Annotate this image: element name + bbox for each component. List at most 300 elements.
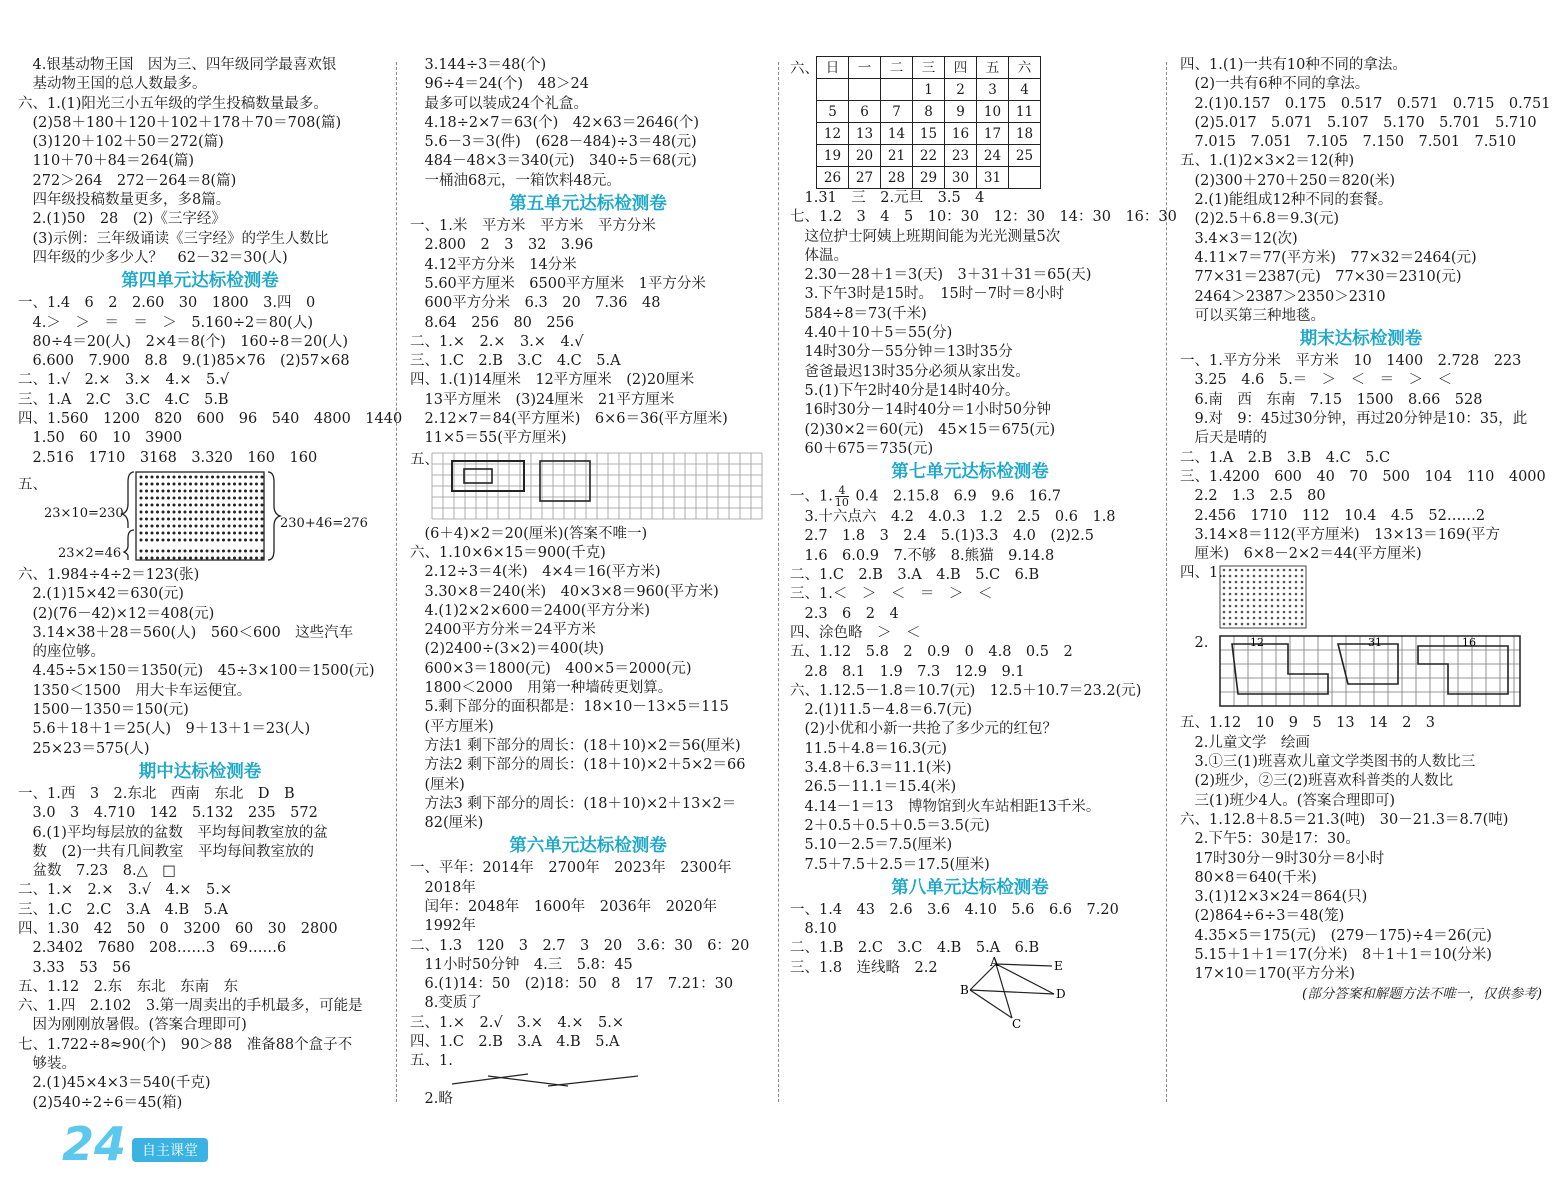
dot	[211, 496, 214, 499]
dot	[140, 556, 143, 559]
fraction-numerator: 4	[835, 485, 849, 497]
figure-label: 五、	[410, 451, 439, 468]
section-heading-unit7: 第七单元达标检测卷	[891, 462, 1049, 483]
dot	[206, 538, 209, 541]
answer-line: 2.456 1710 112 10.4 4.5 52……2	[1180, 507, 1486, 524]
answer-line: 七、1.2 3 4 5 10：30 12：30 14：30 16：30	[790, 209, 1177, 226]
dot	[244, 510, 247, 513]
answer-column-1	[18, 56, 403, 1111]
col4-lines-a	[1180, 56, 1551, 326]
dot	[173, 510, 176, 513]
dot	[233, 482, 236, 485]
dot	[1235, 575, 1238, 578]
dot	[1253, 581, 1256, 584]
answer-line: 二、1.√ 2.× 3.× 4.× 5.√	[18, 372, 230, 389]
dot	[244, 538, 247, 541]
dot	[1259, 599, 1262, 602]
dot	[1241, 575, 1244, 578]
dot	[173, 549, 176, 552]
dot	[145, 475, 148, 478]
dot	[145, 503, 148, 506]
dot	[1295, 593, 1298, 596]
dot	[1301, 581, 1304, 584]
answer-line: 四年级投稿数量更多，多8篇。	[18, 192, 231, 209]
dot	[1247, 581, 1250, 584]
dot	[156, 531, 159, 534]
dot	[1229, 623, 1232, 626]
answer-column-4	[1180, 56, 1551, 1102]
dot	[1247, 599, 1250, 602]
dot	[1253, 593, 1256, 596]
dot	[1223, 581, 1226, 584]
dot	[228, 517, 231, 520]
answer-line: (3)120＋102＋50＝272(篇)	[18, 134, 224, 151]
dot	[1277, 617, 1280, 620]
dot	[1295, 569, 1298, 572]
figure-left-top: 23×10=230	[44, 505, 124, 521]
answer-line: 够装。	[18, 1056, 76, 1073]
dot	[255, 531, 258, 534]
dot	[1235, 569, 1238, 572]
dot	[195, 503, 198, 506]
dot	[1253, 569, 1256, 572]
answer-line: 一、1.4 43 2.6 3.6 4.10 5.6 6.6 7.20	[790, 901, 1119, 918]
answer-line: 一、1.平方分米 平方米 10 1400 2.728 223	[1180, 353, 1522, 370]
dot	[244, 531, 247, 534]
answer-line: 一、1.米 平方米 平方米 平方分米	[410, 218, 656, 235]
dot	[200, 503, 203, 506]
dot	[1295, 605, 1298, 608]
dot	[167, 524, 170, 527]
dot	[255, 517, 258, 520]
col3-lines-a	[790, 189, 1177, 459]
dot	[200, 482, 203, 485]
dot	[167, 475, 170, 478]
answer-line: 3.下午3时是15时。 15时－7时＝8小时	[790, 286, 1065, 303]
calendar-day	[849, 79, 881, 101]
answer-line: 的座位够。	[18, 644, 105, 661]
dot	[173, 517, 176, 520]
dot	[195, 549, 198, 552]
dot	[222, 556, 225, 559]
dot	[239, 517, 242, 520]
calendar-day: 25	[1009, 145, 1041, 167]
answer-line: 2400平方分米＝24平方米	[410, 622, 596, 639]
answer-line: (2)300＋270＋250＝820(米)	[1180, 172, 1396, 189]
dot	[250, 503, 253, 506]
dot	[244, 489, 247, 492]
answer-line: 3.4×3＝12(次)	[1180, 230, 1298, 247]
answer-line: 600×3＝1800(元) 400×5＝2000(元)	[410, 660, 692, 677]
answer-line: 可以买第三种地毯。	[1180, 307, 1325, 324]
dot	[1265, 569, 1268, 572]
dot	[151, 531, 154, 534]
dot	[178, 524, 181, 527]
answer-line: 三、1.× 2.√ 3.× 4.× 5.×	[410, 1014, 625, 1031]
dot	[1259, 617, 1262, 620]
dot	[261, 517, 264, 520]
dot	[239, 556, 242, 559]
dot	[1265, 587, 1268, 590]
answer-line: 五、1.12 10 9 5 13 14 2 3	[1180, 715, 1436, 732]
dot	[211, 482, 214, 485]
dot	[178, 517, 181, 520]
dot	[211, 549, 214, 552]
answer-line: 3.14×38＋28＝560(人) 560＜600 这些汽车	[18, 624, 354, 641]
answer-line: 方法3 剩下部分的周长：(18＋10)×2＋13×2＝	[410, 795, 737, 812]
answer-line: 4.18÷2×7＝63(个) 42×63＝2646(个)	[410, 114, 700, 131]
dot	[1295, 581, 1298, 584]
answer-line: 4.45÷5×150＝1350(元) 45÷3×100＝1500(元)	[18, 663, 375, 680]
dot	[200, 510, 203, 513]
figure-label: 五、	[18, 476, 47, 493]
dot	[233, 489, 236, 492]
dot	[255, 549, 258, 552]
dot	[211, 475, 214, 478]
dot	[1229, 569, 1232, 572]
answer-line: 82(厘米)	[410, 815, 484, 832]
dot	[1223, 617, 1226, 620]
dot	[255, 524, 258, 527]
dot	[173, 496, 176, 499]
dot	[162, 475, 165, 478]
dot	[1289, 581, 1292, 584]
dot	[1235, 593, 1238, 596]
calendar-day: 28	[881, 167, 913, 189]
answer-line: 因为刚刚放暑假。(答案合理即可)	[18, 1017, 247, 1034]
answer-line: 8.64 256 80 256	[410, 314, 575, 331]
calendar-day: 20	[849, 145, 881, 167]
dot	[233, 503, 236, 506]
answer-line: 5.(1)下午2时40分是14时40分。	[790, 382, 1020, 399]
answer-line: 五、1.12 5.8 2 0.9 0 4.8 0.5 2	[790, 644, 1073, 661]
figure-label: 四、1.	[1180, 565, 1223, 582]
dot	[1253, 587, 1256, 590]
dot	[233, 549, 236, 552]
dot	[228, 510, 231, 513]
dot	[1301, 617, 1304, 620]
col2-lines-d	[410, 859, 766, 1071]
answer-line: 8.变质了	[410, 995, 482, 1012]
dot	[1289, 569, 1292, 572]
answer-line: 一、1.西 3 2.东北 西南 东北 D B	[18, 785, 295, 802]
answer-line: 3.0 3 4.710 142 5.132 235 572	[18, 805, 318, 822]
dot	[211, 517, 214, 520]
answer-line: (厘米)	[410, 776, 465, 793]
dot	[189, 538, 192, 541]
answer-line: 四年级的少多少人？ 62－32＝30(人)	[18, 249, 288, 266]
dot	[1289, 575, 1292, 578]
col2-lines-c	[410, 525, 766, 834]
dot	[1247, 575, 1250, 578]
dot	[140, 538, 143, 541]
dot	[1241, 569, 1244, 572]
dot	[228, 538, 231, 541]
dot	[1229, 617, 1232, 620]
answer-line: 3.①三(1)班喜欢儿童文学类图书的人数比三	[1180, 754, 1476, 771]
dot	[156, 549, 159, 552]
dot	[211, 524, 214, 527]
section-heading-unit4: 第四单元达标检测卷	[121, 271, 279, 292]
dot	[244, 524, 247, 527]
answer-line: (2)5.017 5.071 5.107 5.170 5.701 5.710	[1180, 114, 1537, 131]
calendar-day: 27	[849, 167, 881, 189]
answer-line: 16时30分－14时40分＝1小时50分钟	[790, 402, 1051, 419]
dot	[233, 517, 236, 520]
dot	[1283, 623, 1286, 626]
dot	[151, 517, 154, 520]
right-brace	[266, 468, 286, 564]
fraction-denominator: 10	[834, 496, 849, 510]
dot	[222, 549, 225, 552]
dot	[1277, 587, 1280, 590]
col1-lines-c	[18, 566, 382, 759]
dot	[145, 538, 148, 541]
dot	[1277, 623, 1280, 626]
dot	[1235, 611, 1238, 614]
dot	[1229, 605, 1232, 608]
answer-line: 2.7 1.8 3 2.4 5.(1)3.3 4.0 (2)2.5	[790, 528, 1094, 545]
calendar-weekday: 一	[849, 57, 881, 79]
dot	[1247, 611, 1250, 614]
calendar-day: 6	[849, 101, 881, 123]
dot	[261, 549, 264, 552]
dot	[211, 538, 214, 541]
dot	[255, 510, 258, 513]
dot	[1277, 593, 1280, 596]
dot-array-figure	[18, 468, 382, 566]
answer-line: 584÷8＝73(千米)	[790, 305, 927, 322]
dot	[140, 496, 143, 499]
dot	[1283, 605, 1286, 608]
calendar-day: 16	[945, 123, 977, 145]
dot	[178, 475, 181, 478]
dot	[145, 517, 148, 520]
dot	[250, 510, 253, 513]
dot	[145, 496, 148, 499]
dot	[1271, 605, 1274, 608]
dot	[222, 531, 225, 534]
figure-label: 2.	[1180, 635, 1209, 652]
dot	[1277, 605, 1280, 608]
dot	[217, 503, 220, 506]
dot	[184, 503, 187, 506]
dot	[239, 496, 242, 499]
dot	[211, 489, 214, 492]
dot	[140, 475, 143, 478]
col1-lines-d	[18, 785, 382, 1113]
dot	[1253, 617, 1256, 620]
dot	[250, 489, 253, 492]
dot	[217, 531, 220, 534]
dot	[156, 510, 159, 513]
dot	[1277, 575, 1280, 578]
dot	[228, 556, 231, 559]
dot	[1223, 623, 1226, 626]
dot	[189, 489, 192, 492]
calendar-weekday: 三	[913, 57, 945, 79]
connect-points-figure	[950, 954, 1130, 1031]
dot	[1295, 575, 1298, 578]
dot	[1289, 611, 1292, 614]
dot	[206, 489, 209, 492]
dot	[156, 524, 159, 527]
dot	[1295, 623, 1298, 626]
dot	[250, 556, 253, 559]
answer-line: 5.剩下部分的面积都是：18×10－13×5＝115	[410, 699, 729, 716]
dot	[211, 531, 214, 534]
dot	[162, 524, 165, 527]
answer-line: 600平方分米 6.3 20 7.36 48	[410, 295, 661, 312]
calendar-day: 30	[945, 167, 977, 189]
answer-line: 17时30分－9时30分＝8小时	[1180, 850, 1385, 867]
dot	[162, 517, 165, 520]
dot	[173, 503, 176, 506]
dot	[1283, 599, 1286, 602]
dot	[178, 531, 181, 534]
dot	[1247, 593, 1250, 596]
calendar-day: 7	[881, 101, 913, 123]
dot	[1259, 593, 1262, 596]
dot	[1289, 587, 1292, 590]
dot	[173, 556, 176, 559]
dot	[140, 510, 143, 513]
dot	[189, 524, 192, 527]
calendar-day: 3	[977, 79, 1009, 101]
dot	[178, 510, 181, 513]
answer-line: 3.30×8＝240(米) 40×3×8＝960(平方米)	[410, 583, 719, 600]
calendar-day: 15	[913, 123, 945, 145]
dot	[228, 489, 231, 492]
calendar-day: 23	[945, 145, 977, 167]
brand-badge: 自主课堂	[132, 1138, 208, 1162]
dot	[1253, 599, 1256, 602]
col2-lines-b	[410, 217, 766, 449]
answer-line: 2.516 1710 3168 3.320 160 160	[18, 449, 318, 466]
dot	[178, 538, 181, 541]
dot	[239, 475, 242, 478]
answer-line: (2)一共有6种不同的拿法。	[1180, 76, 1370, 93]
dot	[1265, 623, 1268, 626]
answer-line: 6.(1)平均每层放的盆数 平均每间教室放的盆	[18, 824, 328, 841]
dot	[1235, 623, 1238, 626]
answer-line: 5.10－2.5＝7.5(厘米)	[790, 837, 953, 854]
dot	[1247, 605, 1250, 608]
dot	[217, 524, 220, 527]
dot	[222, 496, 225, 499]
dot	[145, 489, 148, 492]
map-grid	[1218, 634, 1538, 710]
dot	[200, 524, 203, 527]
dot	[239, 482, 242, 485]
answer-line: 七、1.722÷8≈90(个) 90＞88 准备88个盒子不	[18, 1036, 353, 1053]
dot	[250, 482, 253, 485]
calendar-day: 26	[817, 167, 849, 189]
calendar-day: 22	[913, 145, 945, 167]
dot	[217, 549, 220, 552]
answer-line: 方法1 剩下部分的周长：(18＋10)×2＝56(厘米)	[410, 737, 741, 754]
answer-line: 三(1)班少4人。(答案合理即可)	[1180, 792, 1396, 809]
dot	[206, 496, 209, 499]
dot	[261, 556, 264, 559]
col2-lines-a	[410, 56, 766, 191]
dot	[1277, 599, 1280, 602]
calendar-day: 24	[977, 145, 1009, 167]
answer-line: 体温。	[790, 247, 848, 264]
dot	[1229, 575, 1232, 578]
answer-line: 5.6＋18＋1＝25(人) 9＋13＋1＝23(人)	[18, 721, 311, 738]
answer-line: 二、1.3 120 3 2.7 3 20 3.6：30 6：20	[410, 937, 750, 954]
answer-line: 110＋70＋84＝264(篇)	[18, 153, 195, 170]
dot	[195, 489, 198, 492]
dot	[1271, 611, 1274, 614]
grid-drawing-figure	[410, 449, 766, 525]
dot	[1247, 569, 1250, 572]
calendar-weekday: 五	[977, 57, 1009, 79]
answer-line: 厘米) 6×8－2×2＝44(平方厘米)	[1180, 546, 1422, 563]
dot	[217, 510, 220, 513]
dot	[156, 538, 159, 541]
answer-line: (2)540÷2÷6＝45(箱)	[18, 1094, 183, 1111]
dot	[1271, 593, 1274, 596]
answer-line: 2.800 2 3 32 3.96	[410, 237, 594, 254]
dot	[195, 556, 198, 559]
dot	[189, 549, 192, 552]
calendar-day	[817, 79, 849, 101]
dot	[184, 524, 187, 527]
answer-line: 六、1.12.8＋8.5＝21.3(吨) 30－21.3＝8.7(吨)	[1180, 811, 1509, 828]
answer-line: 4.(1)2×2×600＝2400(平方分米)	[410, 602, 651, 619]
section-heading-unit8: 第八单元达标检测卷	[891, 877, 1049, 898]
dot	[1265, 611, 1268, 614]
dot	[244, 517, 247, 520]
answer-line: 二、1.A 2.B 3.B 4.C 5.C	[1180, 449, 1391, 466]
dot	[1295, 587, 1298, 590]
dot	[1271, 587, 1274, 590]
answer-line: (2)30×2＝60(元) 45×15＝675(元)	[790, 421, 1056, 438]
dot	[1229, 581, 1232, 584]
dot-array	[126, 468, 276, 564]
answer-line: 5.15＋1＋1＝17(分米) 8＋1＋1＝10(分米)	[1180, 946, 1492, 963]
dot	[217, 556, 220, 559]
answer-line: 2464＞2387＞2350＞2310	[1180, 288, 1386, 305]
answer-line: 三、1.8 连线略 2.2	[790, 959, 938, 976]
dot	[200, 475, 203, 478]
dot	[162, 549, 165, 552]
answer-line: 7.015 7.051 7.105 7.150 7.501 7.510	[1180, 134, 1517, 151]
dot	[206, 510, 209, 513]
dot	[255, 475, 258, 478]
dot	[1241, 581, 1244, 584]
dot	[173, 489, 176, 492]
dot	[1235, 581, 1238, 584]
dot	[233, 531, 236, 534]
dot	[1223, 611, 1226, 614]
dot	[1253, 611, 1256, 614]
dot	[156, 496, 159, 499]
dot	[222, 489, 225, 492]
dot	[1301, 593, 1304, 596]
answer-line: 5.6－3＝3(件) (628－484)÷3＝48(元)	[410, 134, 697, 151]
dot	[178, 549, 181, 552]
dot	[250, 549, 253, 552]
dot	[228, 496, 231, 499]
answer-line: 6.(1)14：50 (2)18：50 8 17 7.21：30	[410, 976, 734, 993]
dot	[184, 475, 187, 478]
calendar-day: 29	[913, 167, 945, 189]
dot	[1223, 575, 1226, 578]
dot	[151, 503, 154, 506]
